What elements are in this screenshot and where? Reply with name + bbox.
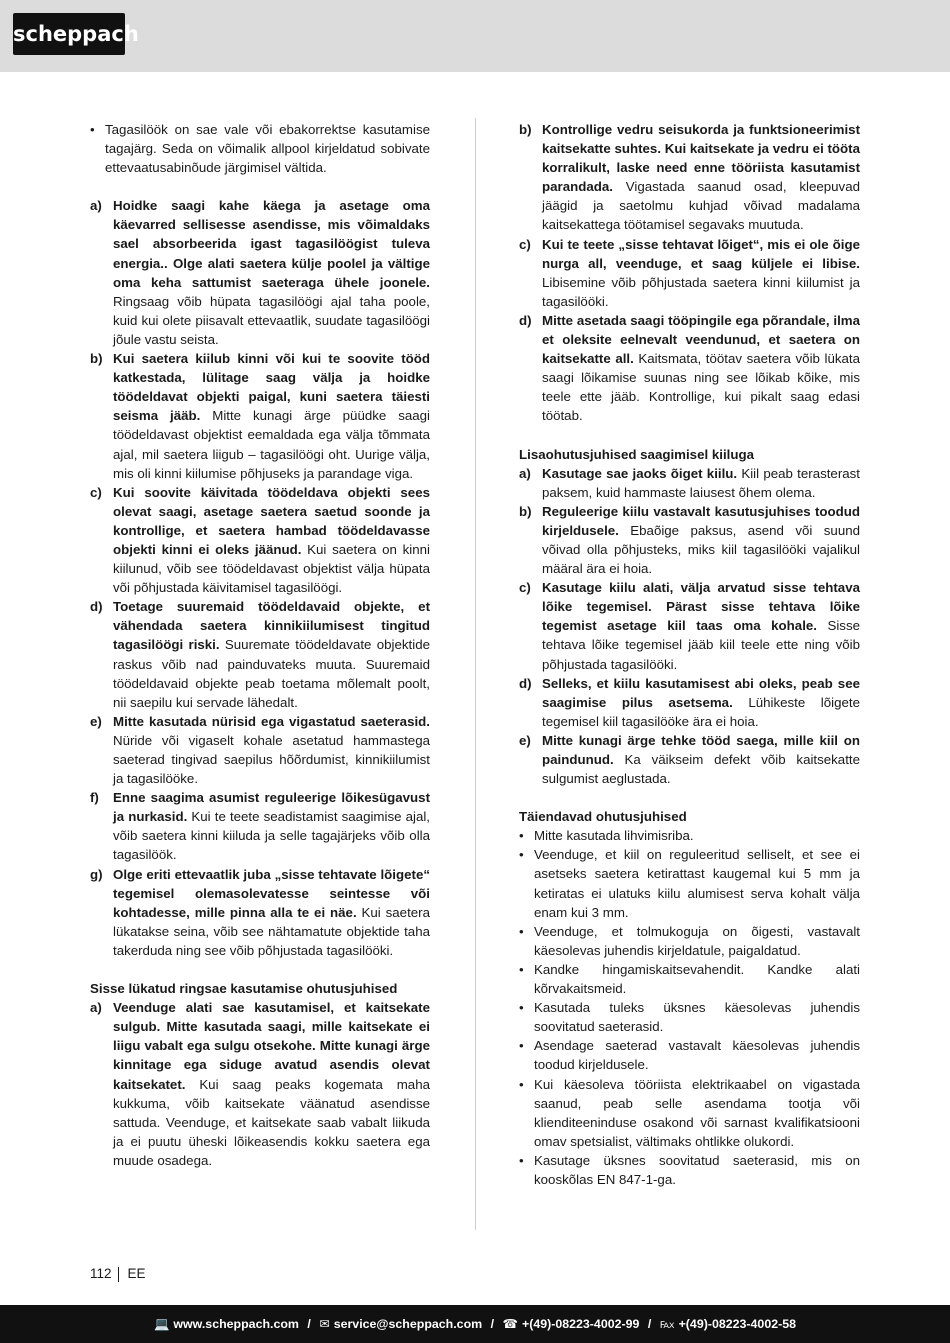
explanation-text: Vigastada saanud osad, kleepuvad jäägid ja saetolmu kuhjad võivad madalama kaitsekattega töötamisel segavaks muutuda. [542,179,860,233]
item-text [113,712,430,788]
item-text [113,349,430,483]
paragraph-gap [90,177,430,196]
explanation-text: Kui saag peaks kogemata maha kukkuma, võib kaitsekate väänatud asendisse sattuda. Veenduge, et kaitsekate saab vabalt liikuda ja ei puutu üheski lõikeasendis kokku saetera ega muude osadega. [113,1076,430,1168]
instruction-item [90,865,430,960]
bullet-marker: • [519,1076,524,1092]
item-label: b) [90,351,103,367]
bullet-marker: • [90,122,95,137]
explanation-text: Libisemine võib põhjustada saetera kinni kiilumist ja tagasilööki. [542,274,860,309]
page-number: 112 [90,1266,112,1281]
item-label: e) [519,732,531,748]
bullet-marker: • [519,828,524,844]
bold-instruction: Selleks, et kiilu kasutamisest abi oleks, peab see saagimise pilus asetsema. [542,675,860,710]
instruction-item [90,597,430,712]
instruction-item [90,788,430,864]
instruction-item [519,731,860,788]
explanation-text: Kui saetera lükatakse seina, võib see nähtamatute objektide taha takerduda ning see võib põhjustada tagasilööki. [113,904,430,958]
explanation-text: Sisse tehtava lõike tegemisel jääb kiil teele ette ning võib põhjustada tagasilööki. [542,618,860,672]
explanation-text: Ringsaag võib hüpata tagasilöögi ajal taha poole, kuid kui olete piisavalt ettevaatlik, suudate tagasilöögi jõule vastu seista. [113,293,430,347]
fax-number: +(49)-08223-4002-58 [678,1317,797,1331]
column-divider [475,118,476,1230]
explanation-text: Tagasilöök on sae vale või ebakorrektse kasutamise tagajärg. Seda on võimalik allpool kirjeldatud sobivate ettevaatusabinõude järgimisel vältida. [105,122,430,176]
item-label: f) [90,790,99,806]
website-link[interactable]: www.scheppach.com [173,1317,299,1331]
paragraph-gap [519,788,860,807]
bold-instruction: Mitte kasutada nürisid ega vigastatud saeterasid. [113,713,430,729]
item-text [113,998,430,1170]
explanation-text: Kui saetera on kinni kiilunud, võib see töödeldavast objektist välja hüpata või põhjustada käivitamisel tagasilöögi. [113,541,430,596]
explanation-text: Kandke hingamiskaitsevahendit. Kandke alati kõrvakaitsmeid. [534,961,860,997]
instruction-item [90,998,430,1170]
instruction-item [519,674,860,731]
page-number-divider [118,1267,119,1282]
instruction-item [519,120,860,235]
instruction-item [519,502,860,578]
item-label: c) [519,580,531,596]
item-label: c) [90,484,102,500]
item-text [542,120,860,235]
item-label: b) [519,122,532,137]
item-label: c) [519,236,531,252]
item-text [534,998,860,1036]
bullet-item [519,826,860,845]
bullet-item [519,1151,860,1189]
item-text [534,845,860,921]
bullet-marker: • [519,1000,524,1016]
explanation-text: Lühikeste lõigete tegemisel kiil tagasilööke ära ei hoia. [542,694,860,729]
explanation-text: Ebaõige paksus, asend või suund võivad olla põhjusteks, miks kiil tagasilööki vajalikul määral ära ei hoia. [542,522,860,577]
bold-instruction: Olge eriti ettevaatlik juba „sisse tehtavate lõigete“ tegemisel olemasolevatesse seintesse või kohtadesse, mille pinna alla te ei näe. [113,866,430,920]
item-text [534,1036,860,1074]
instruction-item [519,311,860,426]
mail-icon: ✉ [319,1317,330,1331]
paragraph-gap [90,960,430,979]
bold-instruction: Mitte kunagi ärge tehke tööd saega, mille kiil on paindunud. [542,732,860,767]
footer-separator: / [490,1317,495,1331]
bullet-item [519,845,860,921]
explanation-text: Veenduge, et kiil on reguleeritud selliselt, et see ei asetseks saetera ketirattast kaugemal kui 5 mm ja ketiratas ei ulatuks kiilu alumisest serva kohalt välja enam kui 3 mm. [534,847,860,920]
instruction-item [519,235,860,311]
explanation-text: Kui käesoleva tööriista elektrikaabel on vigastada saanud, peab selle asendama tootja või klienditeeninduse osakond või sarnast kvalifikatsiooni omav spetsialist, vältimaks ohtlikke olukordi. [534,1076,860,1149]
bullet-item [519,960,860,998]
item-text [534,1151,860,1189]
bold-instruction: Toetage suuremaid töödeldavaid objekte, et vähendada saetera kinnikiilumisest tingitud tagasilöögi riski. [113,599,430,653]
item-label: d) [90,599,103,615]
explanation-text: Kasutage üksnes soovitatud saeterasid, mis on kooskõlas EN 847-1-ga. [534,1152,860,1187]
explanation-text: Kasutada tuleks üksnes käesolevas juhendis soovitatud saeterasid. [534,1000,860,1035]
bold-instruction: Kasutage kiilu alati, välja arvatud sisse tehtava lõike tegemisel. Pärast sisse tehtava lõike tegemist asetage kiil taas oma kohale. [542,580,860,634]
item-label: g) [90,866,103,882]
item-text [542,578,860,673]
item-text [113,788,430,864]
bold-instruction: Reguleerige kiilu vastavalt kasutusjuhises toodud kirjeldusele. [542,503,860,538]
bullet-marker: • [519,1038,524,1054]
explanation-text: Nüride või vigaselt kohale asetatud hammastega saeterad tingivad saepilus hõõrdumist, kinnikiilumist ja tagasilööke. [113,732,430,787]
section-heading: Sisse lükatud ringsae kasutamise ohutusjuhised [90,981,398,997]
page-header [0,0,950,72]
instruction-item [90,712,430,788]
explanation-text: Asendage saeterad vastavalt käesolevas juhendis toodud kirjeldusele. [534,1038,860,1073]
bold-instruction: Kui soovite käivitada töödeldava objekti sees olevat saagi, asetage saetera saetud soonde ja kontrollige, et saetera hambad töödeldavasse objekti kinni ei oleks jäänud. [113,484,430,557]
explanation-text: Kiil peab terasterast paksem, kuid hammaste laiusest õhem olema. [542,465,860,500]
email-link[interactable]: service@scheppach.com [333,1317,483,1331]
item-text [534,922,860,960]
item-text [542,235,860,311]
instruction-item [519,578,860,673]
item-text [542,311,860,426]
fax-icon: ℻ [659,1317,675,1331]
instruction-item [90,349,430,483]
phone-number: +(49)-08223-4002-99 [521,1317,640,1331]
explanation-text: Mitte kasutada lihvimisriba. [534,828,694,844]
bullet-item [519,998,860,1036]
right-column [519,120,860,1189]
bullet-item [519,922,860,960]
item-label: d) [519,312,532,328]
explanation-text: Kui te teete seadistamist saagimise ajal, võib saetera kinni kiiluda ja selle tagajärjeks võib olla tagasilöök. [113,809,430,863]
page-footer-label [90,1265,146,1283]
item-text [113,483,430,598]
explanation-text: Ka väikseim defekt võib kaitsekatte sulgumist aeglustada. [542,752,860,787]
item-label: b) [519,503,532,519]
bold-instruction: Hoidke saagi kahe käega ja asetage oma käevarred sellisesse asendisse, mis võimaldaks sael absorbeerida igast tagasilöögist tuleva energia.. Olge alati saetera külje poolel ja vältige oma keha sattumist saeteraga ühele joonele. [113,198,430,290]
item-label: a) [90,198,102,214]
explanation-text: Veenduge, et tolmukoguja on õigesti, vastavalt käesolevas juhendis kirjeldatule, paigaldatud. [534,923,860,958]
item-text [542,502,860,578]
bold-instruction: Kasutage sae jaoks õiget kiilu. [542,465,742,481]
item-text [542,731,860,788]
item-label: a) [519,465,531,481]
instruction-item [90,483,430,598]
footer-separator: / [307,1317,311,1331]
item-text [113,196,430,349]
bold-instruction: Veenduge alati sae kasutamisel, et kaitsekate sulgub. Mitte kasutada saagi, mille kaitsekate ei liigu vabalt ega sulgu otsekohe. Mitte kunagi ärge kinnitage ega siduge avatud asendis olevat kaitsekatet. [113,1000,430,1092]
language-code: EE [127,1266,146,1281]
section-heading: Lisaohutusjuhised saagimisel kiiluga [519,446,754,462]
item-label: a) [90,1000,102,1016]
bold-instruction: Kontrollige vedru seisukorda ja funktsioneerimist kaitsekatte suhtes. Kui kaitsekate ja vedru ei tööta korralikult, laske need enne tööriista kasutamist parandada. [542,122,860,195]
scheppach-logo: scheppach [13,13,125,55]
instruction-item [519,464,860,502]
phone-icon: ☎ [502,1317,518,1331]
explanation-text: Mitte kunagi ärge püüdke saagi töödeldavast objektist eemaldada ega välja tõmmata ajal, mil saetera liigub – tagasilöögi oht. Uurige välja, mis oli kinni kiilumise põhjuseks ja parandage viga. [113,408,430,481]
bullet-marker: • [519,847,524,863]
item-text [113,865,430,960]
item-text [105,120,430,177]
item-text [534,826,860,845]
bullet-item [519,1075,860,1151]
item-text [534,1075,860,1151]
bold-instruction: Kui saetera kiilub kinni või kui te soovite tööd katkestada, lülitage saag välja ja hoidke töödeldavat objekti paigal, kuni saetera täiesti seisma jääb. [113,351,430,424]
bold-instruction: Mitte asetada saagi tööpingile ega põrandale, ilma et oleksite eelnevalt veendunud, et saetera on kaitsekatte all. [542,312,860,367]
footer-separator: / [647,1317,652,1331]
bold-instruction: Enne saagima asumist reguleerige lõikesügavust ja nurkasid. [113,790,430,825]
explanation-text: Suuremate töödeldavate objektide raskus võib nad painduvateks muuta. Suuremaid töödeldavaid objekte peab toetama mõlemalt poolt, nii saepilu kui servade lähedalt. [113,637,430,710]
instruction-item [90,196,430,349]
left-column [90,120,430,1170]
bullet-item [519,1036,860,1074]
item-label: d) [519,675,532,691]
explanation-text: Kaitsmata, töötav saetera võib lükata saagi lõikamise suunas ning see lõikab kõike, mis teele ette jääb. Kontrollige, kui pikalt saag edasi töötab. [542,351,860,424]
bullet-marker: • [519,1152,524,1168]
paragraph-gap [519,426,860,445]
bullet-marker: • [519,923,524,939]
computer-icon: 💻 [153,1317,170,1331]
bullet-item [90,120,430,177]
item-text [542,674,860,731]
bold-instruction: Kui te teete „sisse tehtavat lõiget“, mis ei ole õige nurga all, veenduge, et saag küljele ei libise. [542,236,860,271]
item-text [542,464,860,502]
contact-footer-bar [0,1305,950,1343]
section-heading: Täiendavad ohutusjuhised [519,809,687,825]
bullet-marker: • [519,961,524,977]
item-label: e) [90,713,102,729]
item-text [534,960,860,998]
item-text [113,597,430,712]
